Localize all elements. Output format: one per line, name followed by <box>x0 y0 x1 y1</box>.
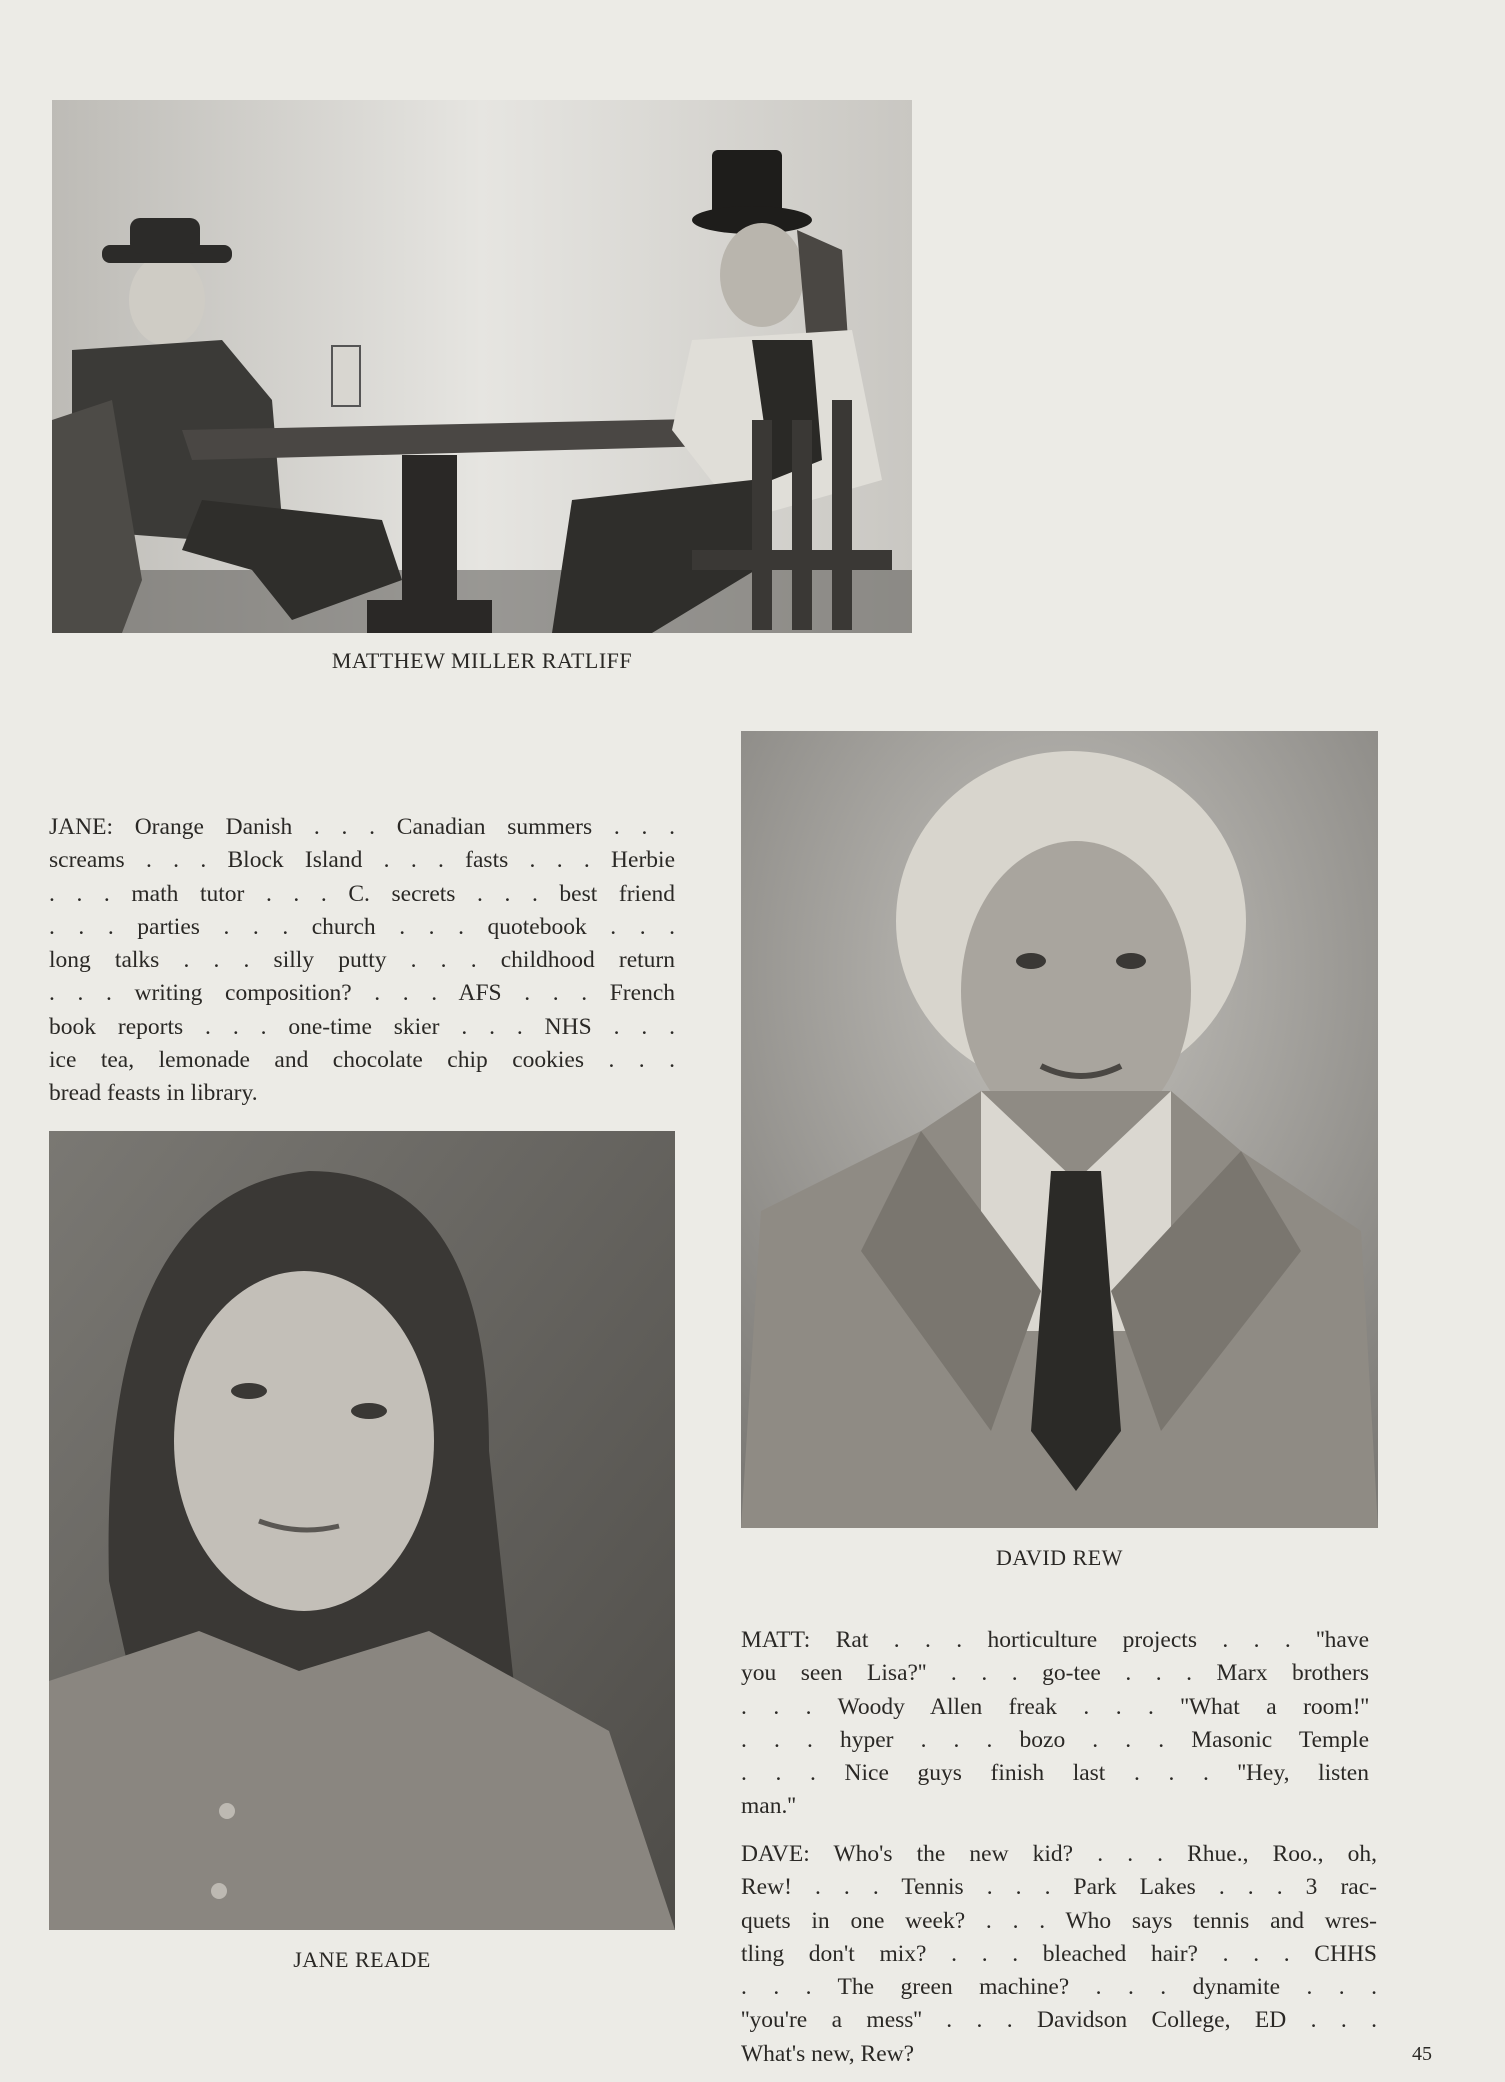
text-line: What's new, Rew? <box>741 2040 915 2067</box>
text-line: you seen Lisa?'' . . . go-tee . . . Marx brothers <box>741 1660 1369 1687</box>
text-line: . . . math tutor . . . C. secrets . . . best friend <box>49 880 675 907</box>
text-line: tling don't mix? . . . bleached hair? . . . CHHS <box>741 1940 1377 1967</box>
rew-caption: DAVID REW <box>996 1545 1123 1570</box>
text-line: . . . Nice guys finish last . . . ''Hey, listen <box>741 1760 1369 1787</box>
ratliff-caption: MATTHEW MILLER RATLIFF <box>331 648 633 673</box>
text-line: ''you're a mess'' . . . Davidson College, ED . . . <box>741 2007 1377 2034</box>
text-line: screams . . . Block Island . . . fasts . . . Herbie <box>49 847 675 874</box>
text-line: JANE: Orange Danish . . . Canadian summers . . . <box>49 814 675 840</box>
text-line: quets in one week? . . . Who says tennis and wres- <box>741 1907 1377 1934</box>
text-line: MATT: Rat . . . horticulture projects . . . ''have <box>741 1627 1369 1653</box>
rew-portrait <box>741 731 1378 1528</box>
ratliff-photo <box>52 100 912 633</box>
text-line: . . . Woody Allen freak . . . ''What a room!'' <box>741 1693 1369 1720</box>
text-line: long talks . . . silly putty . . . childhood return <box>49 947 675 974</box>
text-line: DAVE: Who's the new kid? . . . Rhue., Roo., oh, <box>741 1841 1377 1867</box>
text-line: Rew! . . . Tennis . . . Park Lakes . . . 3 rac- <box>741 1874 1377 1901</box>
page-number: 45 <box>1412 2043 1432 2065</box>
text-line: ice tea, lemonade and chocolate chip cookies . . . <box>49 1047 675 1074</box>
text-line: . . . writing composition? . . . AFS . . . French <box>49 980 675 1007</box>
reade-portrait <box>49 1131 675 1930</box>
text-line: . . . parties . . . church . . . quotebook . . . <box>49 913 675 940</box>
reade-caption: JANE READE <box>293 1947 431 1972</box>
text-line: book reports . . . one-time skier . . . NHS . . . <box>49 1013 675 1040</box>
text-line: bread feasts in library. <box>49 1080 258 1107</box>
jane-paragraph <box>49 811 675 1111</box>
text-line: . . . hyper . . . bozo . . . Masonic Temple <box>741 1726 1369 1753</box>
matt-paragraph <box>741 1624 1369 1824</box>
dave-paragraph <box>741 1838 1377 2071</box>
text-line: man.'' <box>741 1793 796 1820</box>
text-line: . . . The green machine? . . . dynamite . . . <box>741 1974 1377 2001</box>
